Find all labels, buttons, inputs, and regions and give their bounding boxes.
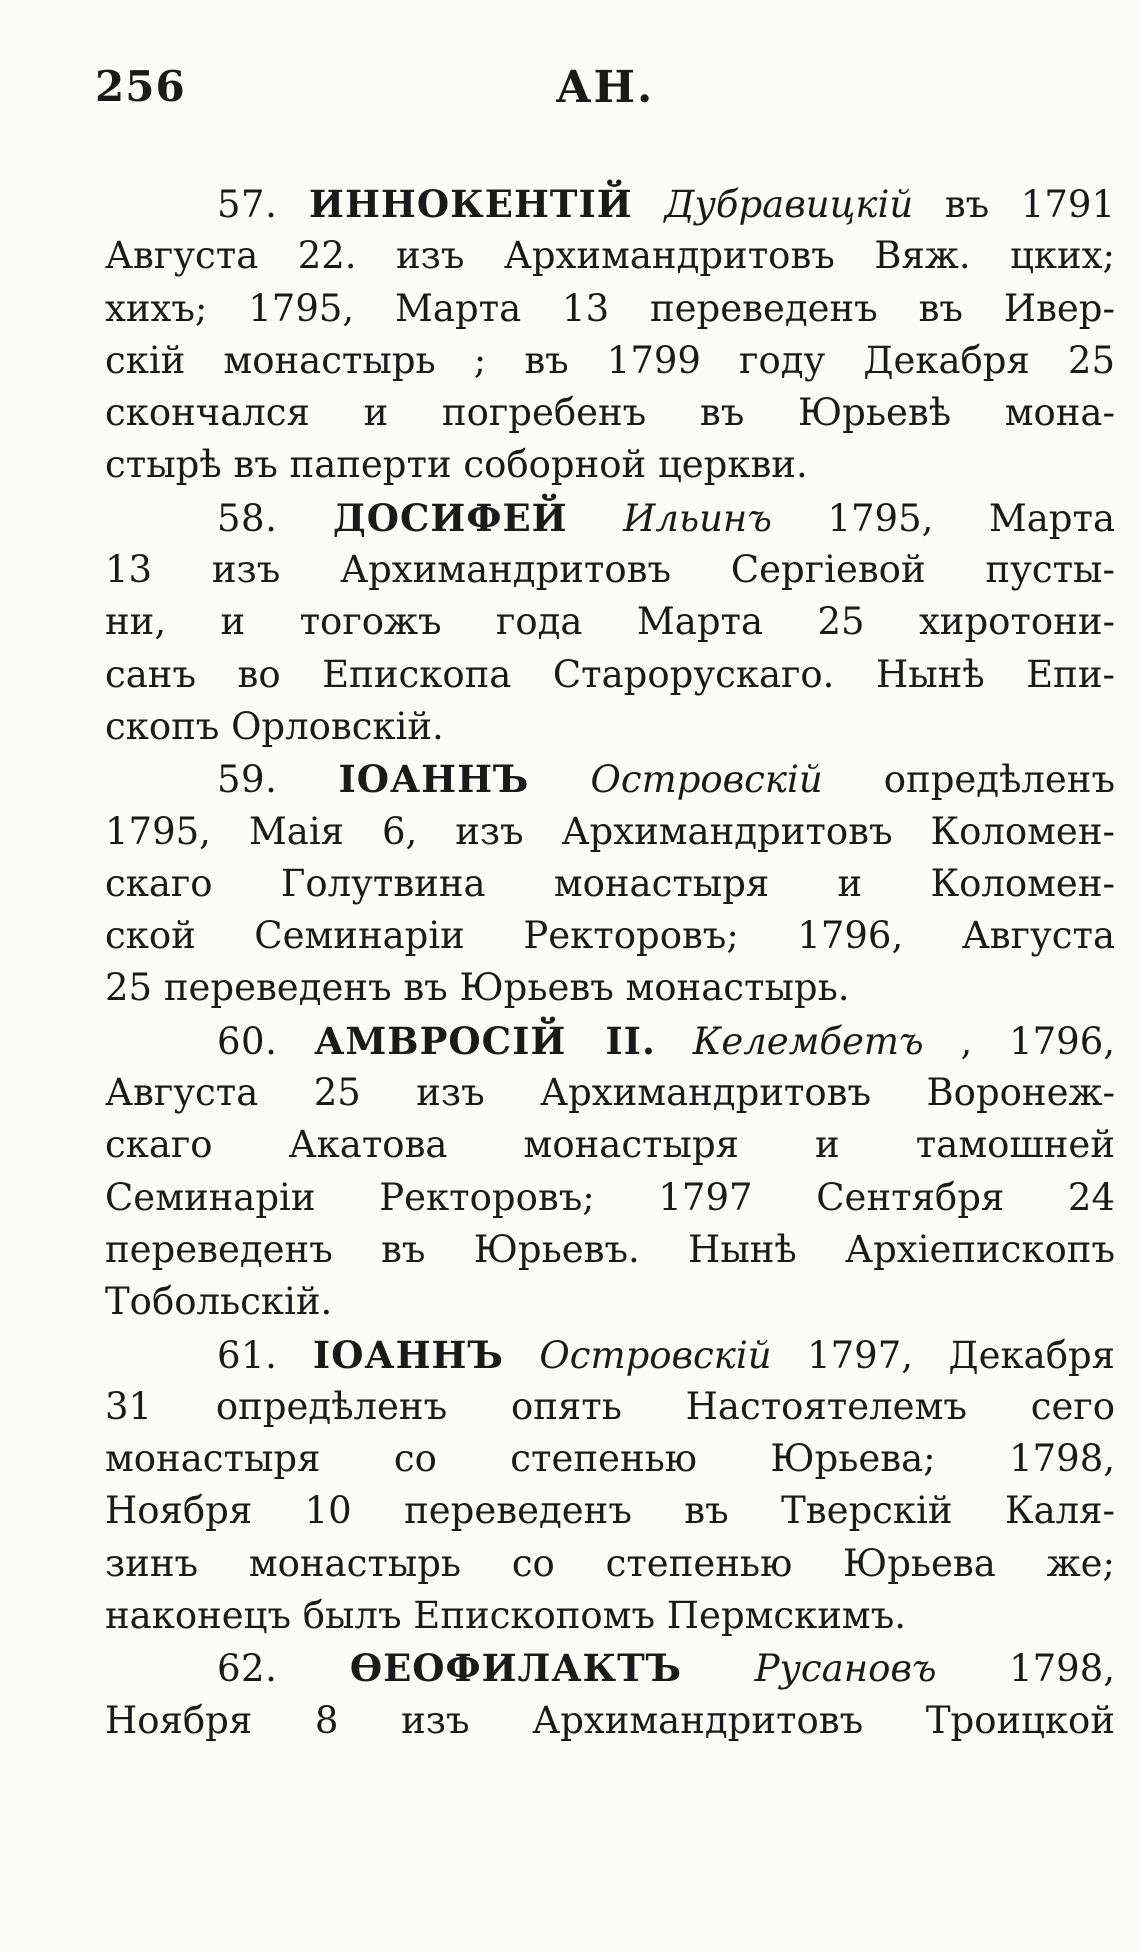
entry-name: ИННОКЕНТІЙ	[308, 182, 633, 226]
text-line: скончался и погребенъ въ Юрьевѣ мона-	[105, 391, 1115, 435]
text-line: 13 изъ Архимандритовъ Сергіевой пусты-	[105, 548, 1115, 592]
entry-text: 1798,	[1009, 1647, 1115, 1691]
entry-number: 62.	[217, 1647, 278, 1691]
entry-number: 59.	[217, 758, 278, 802]
text-line: Августа 25 изъ Архимандритовъ Воронеж-	[105, 1071, 1115, 1115]
section-heading: АН.	[555, 62, 655, 113]
entry-surname: Келембетъ	[692, 1019, 924, 1063]
text-line: скій монастырь ; въ 1799 году Декабря 25	[105, 338, 1115, 382]
page-number: 256	[95, 62, 186, 111]
entry-name: ІОАННЪ	[312, 1332, 504, 1377]
text-line: хихъ; 1795, Марта 13 переведенъ въ Ивер-	[105, 286, 1115, 330]
text-line: стырѣ въ паперти соборной церкви.	[105, 443, 808, 487]
text-line: зинъ монастырь со степенью Юрьева же;	[105, 1541, 1115, 1585]
entry-name: ІОАННЪ	[338, 757, 530, 802]
text-line: скопъ Орловскій.	[105, 704, 444, 748]
entry-number: 60.	[217, 1019, 278, 1063]
entry-text: , 1796,	[960, 1019, 1115, 1063]
text-line: санъ во Епископа Старорускаго. Нынѣ Епи-	[105, 652, 1115, 696]
entry-surname: Островскій	[539, 1333, 772, 1377]
text-line: наконецъ былъ Епископомъ Пермскимъ.	[105, 1594, 906, 1638]
text-line: Ноября 10 переведенъ въ Тверскій Каля-	[105, 1489, 1115, 1533]
entry-text: 1795, Марта	[827, 496, 1115, 540]
text-line: Тобольскій.	[105, 1280, 333, 1324]
text-line: 1795, Маія 6, изъ Архимандритовъ Коломен-	[105, 809, 1115, 853]
text-line: Семинаріи Ректоровъ; 1797 Сентября 24	[105, 1175, 1115, 1219]
text-line: Ноября 8 изъ Архимандритовъ Троицкой	[105, 1698, 1115, 1742]
text-line: монастыря со степенью Юрьева; 1798,	[105, 1437, 1115, 1481]
entry-name: ѲЕОФИЛАКТЪ	[349, 1646, 683, 1691]
entry-text: опредѣленъ	[883, 758, 1115, 802]
entry-surname: Дубравицкій	[664, 183, 914, 226]
entry-58-first-line	[105, 492, 1115, 544]
text-line: 25 переведенъ въ Юрьевъ монастырь.	[105, 966, 850, 1010]
entry-name: ДОСИФЕЙ	[332, 495, 568, 540]
entry-surname: Русановъ	[754, 1647, 937, 1691]
body-text	[105, 178, 1115, 1747]
text-line: Августа 22. изъ Архимандритовъ Вяж. цких;	[105, 234, 1115, 278]
entry-number: 58.	[217, 496, 278, 540]
text-line: 31 опредѣленъ опять Настоятелемъ сего	[105, 1384, 1115, 1428]
text-line: скаго Акатова монастыря и тамошней	[105, 1123, 1115, 1167]
text-line: ни, и тогожъ года Марта 25 хиротони-	[105, 600, 1115, 644]
text-line: скаго Голутвина монастыря и Коломен-	[105, 861, 1115, 905]
entry-surname: Ильинъ	[623, 496, 772, 540]
entry-text: 1797, Декабря	[807, 1333, 1115, 1377]
entry-61-first-line	[105, 1329, 1115, 1381]
entry-60-first-line	[105, 1015, 1115, 1067]
entry-text: въ 1791	[944, 183, 1115, 226]
entry-57-first-line	[105, 178, 1115, 230]
running-head	[95, 62, 1115, 122]
entry-name: АМВРОСІЙ II.	[314, 1018, 656, 1063]
text-line: переведенъ въ Юрьевъ. Нынѣ Архіепископъ	[105, 1227, 1115, 1271]
entry-surname: Островскій	[590, 758, 823, 802]
entry-59-first-line	[105, 753, 1115, 805]
entry-number: 57.	[217, 183, 278, 226]
entry-number: 61.	[217, 1333, 278, 1377]
entry-62-first-line	[105, 1642, 1115, 1694]
text-line: ской Семинаріи Ректоровъ; 1796, Августа	[105, 914, 1115, 958]
